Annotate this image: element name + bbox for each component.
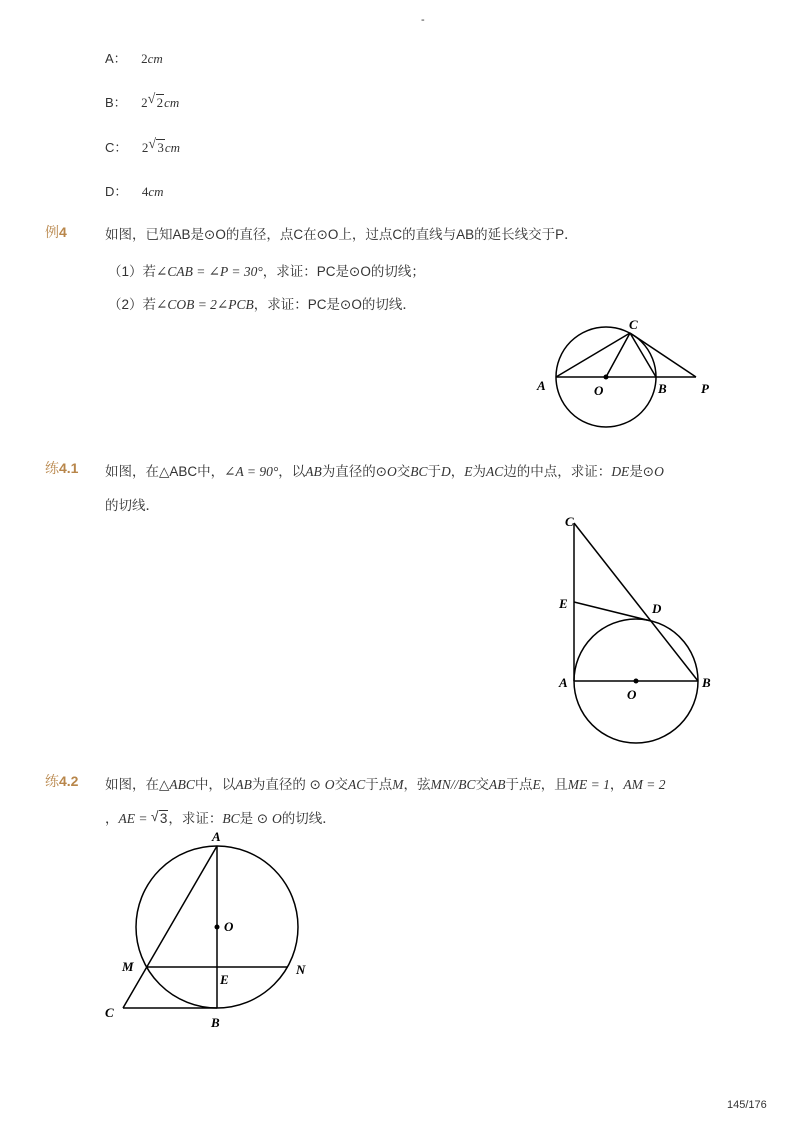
label-a: A: [537, 378, 546, 393]
example-4-tag: 例4: [45, 224, 67, 240]
option-value: 2cm: [141, 51, 163, 66]
line-ac: [556, 333, 630, 377]
option-label: B：: [105, 95, 127, 110]
line-ed: [574, 602, 651, 621]
label-b: B: [658, 381, 667, 396]
label-n: N: [296, 962, 306, 977]
label-d: D: [652, 601, 662, 616]
label-a: A: [212, 829, 221, 844]
label-e: E: [220, 972, 229, 987]
option-label: D：: [105, 184, 128, 199]
label-m: M: [122, 959, 134, 974]
example-4-figure: [530, 310, 720, 430]
line-cb: [630, 333, 656, 377]
option-b: [105, 92, 179, 112]
practice-4-2-figure: [95, 825, 325, 1035]
label-o: O: [224, 919, 234, 934]
option-value: 4cm: [141, 184, 164, 199]
point-o: [215, 925, 220, 930]
label-b: B: [211, 1015, 220, 1030]
option-d: [105, 181, 164, 201]
example-4-q1: （1）若∠CAB = ∠P = 30°，求证：PC是⊙O的切线；: [108, 264, 425, 279]
line-cb: [574, 523, 698, 681]
practice-4-1-tag: 练4.1: [45, 460, 79, 476]
label-c: C: [565, 514, 574, 529]
point-o: [604, 375, 609, 380]
example-4-stem: 如图，已知AB是⊙O的直径，点C在⊙O上，过点C的直线与AB的延长线交于P．: [105, 227, 578, 242]
option-value: 2 √ 3cm: [141, 137, 181, 155]
practice-4-1-line1: 如图，在△ABC中，∠A = 90°，以AB为直径的⊙O交BC于D，E为AC边的中点，求证：DE是⊙O: [105, 464, 664, 479]
option-label: C：: [105, 140, 128, 155]
label-e: E: [559, 596, 568, 611]
option-value: 2 √ 2cm: [141, 92, 180, 110]
label-c: C: [105, 1005, 114, 1020]
practice-4-2-line2: ，AE = √ 3，求证：BC是 ⊙ O的切线．: [105, 808, 336, 826]
practice-4-2-tag: 练4.2: [45, 773, 79, 789]
example-4-q2: （2）若∠COB = 2∠PCB，求证：PC是⊙O的切线．: [108, 297, 416, 312]
label-c: C: [629, 317, 638, 332]
label-p: P: [701, 381, 709, 396]
line-ac: [123, 846, 217, 1008]
option-c: [105, 137, 180, 157]
page-number: 145/176: [727, 1099, 767, 1111]
practice-4-2-line1: 如图，在△ABC中，以AB为直径的 ⊙ O交AC于点M，弦MN//BC交AB于点E，且ME = 1，AM = 2: [105, 777, 666, 792]
option-a: [105, 48, 163, 68]
practice-4-1-figure: [550, 510, 725, 750]
point-o: [634, 679, 639, 684]
option-label: A：: [105, 51, 127, 66]
label-b: B: [702, 675, 711, 690]
label-a: A: [559, 675, 568, 690]
practice-4-1-line2: 的切线．: [105, 498, 159, 513]
header-mark: -: [421, 14, 425, 26]
label-o: O: [594, 383, 604, 398]
label-o: O: [627, 687, 637, 702]
line-cp: [630, 333, 696, 377]
